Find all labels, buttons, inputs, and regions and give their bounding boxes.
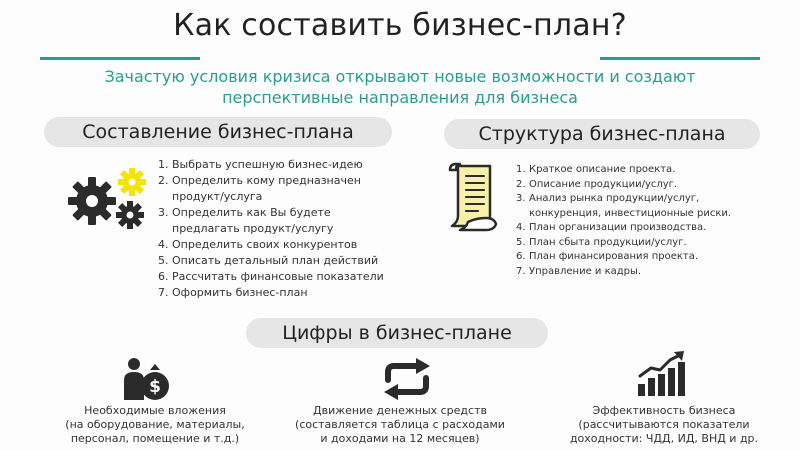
- cash-flow-arrows-icon: [380, 358, 434, 400]
- list-item: 4. План организации производства.: [516, 222, 707, 233]
- card-investments: Необходимые вложения (на оборудование, материалы, персонал, помещение и т.д.): [50, 404, 260, 446]
- growth-chart-icon: [636, 350, 686, 398]
- title-rule-right: [600, 57, 760, 60]
- card-efficiency: Эффективность бизнеса (рассчитываются показатели доходности: ЧДД, ИД, ВНД и др.: [546, 404, 782, 446]
- list-item: 5. Описать детальный план действий: [158, 254, 379, 267]
- left-steps-list: [158, 157, 408, 301]
- subtitle: [40, 66, 760, 108]
- document-scroll-icon: [446, 160, 502, 232]
- card-efficiency-title: Эффективность бизнеса: [592, 404, 736, 417]
- subtitle-line-1: Зачастую условия кризиса открывают новые возможности и создают: [104, 67, 696, 86]
- list-item: 4. Определить своих конкурентов: [158, 238, 358, 251]
- right-section-heading: Структура бизнес-плана: [444, 119, 760, 149]
- title-rule-left: [40, 57, 200, 60]
- page-title: Как составить бизнес-план?: [173, 8, 627, 43]
- list-item: 7. Управление и кадры.: [516, 265, 642, 277]
- gears-icon: [64, 165, 156, 235]
- list-item: 1. Выбрать успешную бизнес-идею: [158, 158, 363, 171]
- left-section-heading: Составление бизнес-плана: [44, 117, 392, 147]
- right-structure-list: [516, 163, 786, 279]
- money-bag-person-icon: [122, 356, 170, 402]
- subtitle-line-2: перспективные направления для бизнеса: [222, 88, 578, 107]
- numbers-section-heading: Цифры в бизнес-плане: [246, 318, 548, 348]
- list-item: 2. Определить кому предназначен продукт/услуга: [158, 174, 361, 203]
- list-item: 7. Оформить бизнес-план: [158, 286, 308, 299]
- list-item: 1. Краткое описание проекта.: [516, 164, 676, 175]
- list-item: 5. План сбыта продукции/услуг.: [516, 236, 687, 248]
- card-cash-flow-title: Движение денежных средств: [313, 404, 487, 417]
- svg-text:$: $: [149, 377, 161, 397]
- list-item: 6. Рассчитать финансовые показатели: [158, 270, 384, 283]
- list-item: 3. Анализ рынка продукции/услуг, конкуренция, инвестиционные риски.: [516, 193, 732, 219]
- list-item: 6. План финансирования проекта.: [516, 251, 699, 262]
- card-cash-flow: Движение денежных средств (составляется таблица с расходами и доходами на 12 месяцев): [290, 404, 510, 446]
- card-investments-title: Необходимые вложения: [84, 404, 226, 417]
- list-item: 2. Описание продукции/услуг.: [516, 178, 678, 190]
- list-item: 3. Определить как Вы будете предлагать продукт/услугу: [158, 206, 334, 235]
